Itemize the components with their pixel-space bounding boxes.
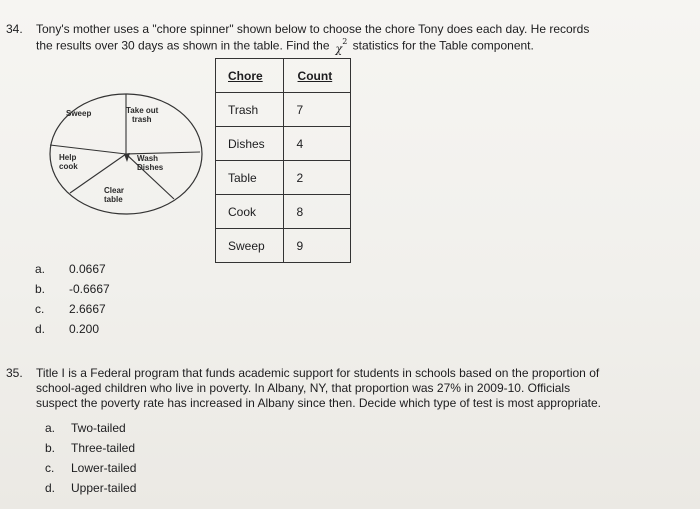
table-cell-count: 8 xyxy=(283,195,350,229)
table-cell-count: 9 xyxy=(283,229,350,263)
choice-c[interactable] xyxy=(35,299,175,319)
choice-letter: b. xyxy=(35,282,46,296)
choice-letter: a. xyxy=(45,421,56,435)
spinner-label-cook: cook xyxy=(59,162,78,171)
choice-d[interactable] xyxy=(45,478,205,498)
table-cell-chore: Table xyxy=(216,161,284,195)
choice-text: Lower-tailed xyxy=(71,461,137,475)
table-row xyxy=(216,127,351,161)
spinner-label-help: Help xyxy=(59,153,77,162)
choice-a[interactable] xyxy=(45,418,205,438)
question-34-line-2 xyxy=(36,36,534,54)
spinner-label-wash: Wash xyxy=(137,154,159,163)
table-cell-chore: Trash xyxy=(216,93,284,127)
choice-text: Upper-tailed xyxy=(71,481,137,495)
table-cell-count: 2 xyxy=(283,161,350,195)
question-35-line-3: suspect the poverty rate has increased in Albany since then. Decide which type of test is most appropriate. xyxy=(36,396,601,410)
table-cell-chore: Cook xyxy=(216,195,284,229)
table-cell-chore: Sweep xyxy=(216,229,284,263)
choice-a[interactable] xyxy=(35,259,175,279)
spinner-label-clear: Clear xyxy=(104,186,125,195)
choice-letter: d. xyxy=(45,481,56,495)
choice-letter: a. xyxy=(35,262,46,276)
table-cell-chore: Dishes xyxy=(216,127,284,161)
choice-text: 2.6667 xyxy=(69,302,106,316)
choice-c[interactable] xyxy=(45,458,205,478)
table-row xyxy=(216,229,351,263)
table-row xyxy=(216,161,351,195)
spinner-label-sweep: Sweep xyxy=(66,109,92,118)
spinner-label-take-out: Take out xyxy=(126,106,159,115)
choice-letter: d. xyxy=(35,322,46,336)
question-35-choices xyxy=(45,418,205,498)
choice-letter: c. xyxy=(45,461,55,475)
table-row xyxy=(216,195,351,229)
chi-square-symbol: $\chi^2$ xyxy=(335,37,348,56)
choice-text: -0.6667 xyxy=(69,282,110,296)
question-34-line-2-start: the results over 30 days as shown in the table. Find the xyxy=(36,38,330,53)
spinner-label-table: table xyxy=(104,195,123,204)
choice-letter: c. xyxy=(35,302,45,316)
chore-count-table xyxy=(215,58,351,263)
table-row xyxy=(216,93,351,127)
spinner-label-dishes: Dishes xyxy=(137,163,164,172)
question-34-line-2-end: statistics for the Table component. xyxy=(352,38,534,53)
question-34-choices xyxy=(35,259,175,339)
question-35-number: 35. xyxy=(6,366,23,380)
question-35-line-2: school-aged children who live in poverty. In Albany, NY, that proportion was 27% in 2009-10. Officials xyxy=(36,381,571,395)
choice-b[interactable] xyxy=(35,279,175,299)
choice-b[interactable] xyxy=(45,438,205,458)
column-header-chore: Chore xyxy=(216,59,284,93)
table-cell-count: 4 xyxy=(283,127,350,161)
question-34-line-1: Tony's mother uses a "chore spinner" shown below to choose the chore Tony does each day. He records xyxy=(36,22,590,36)
choice-text: Two-tailed xyxy=(71,421,126,435)
question-35-line-1: Title I is a Federal program that funds academic support for students in schools based on the proportion of xyxy=(36,366,600,380)
question-34-number: 34. xyxy=(6,22,23,36)
spinner-label-trash: trash xyxy=(132,115,152,124)
table-cell-count: 7 xyxy=(283,93,350,127)
choice-text: Three-tailed xyxy=(71,441,136,455)
column-header-count: Count xyxy=(283,59,350,93)
choice-text: 0.200 xyxy=(69,322,100,336)
choice-d[interactable] xyxy=(35,319,175,339)
table-header-row xyxy=(216,59,351,93)
choice-letter: b. xyxy=(45,441,56,455)
choice-text: 0.0667 xyxy=(69,262,106,276)
